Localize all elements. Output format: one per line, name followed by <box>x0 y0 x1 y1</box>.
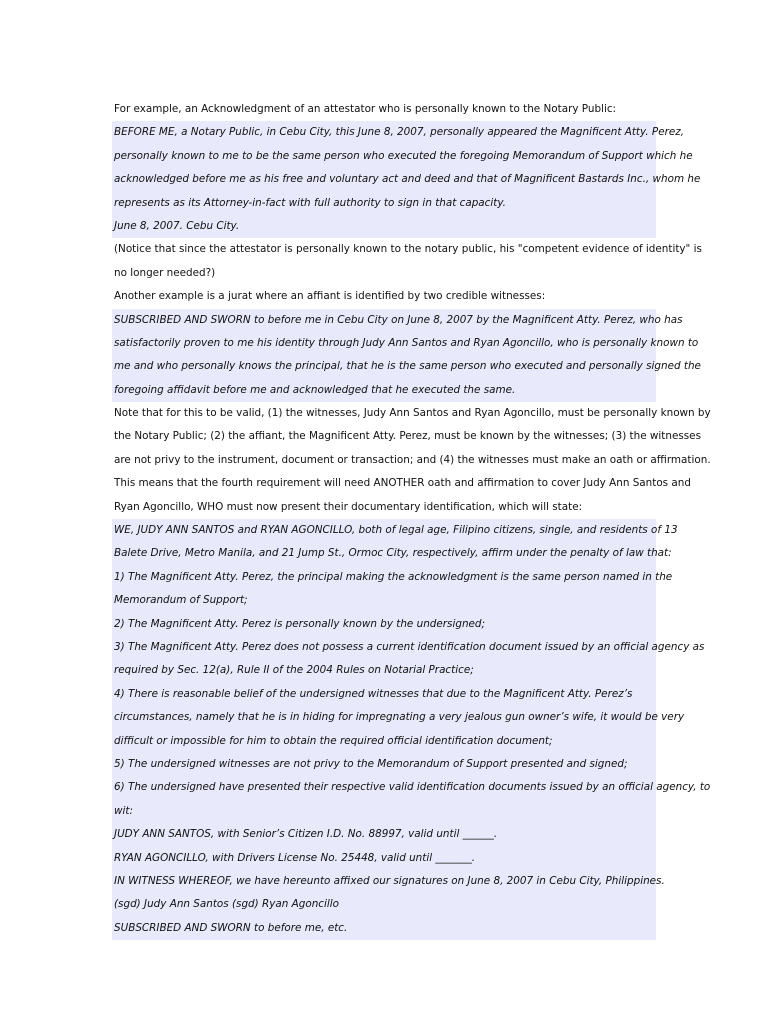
affirmation-item: 1) The Magnificent Atty. Perez, the principal making the acknowledgment is the same person named in the <box>112 566 656 589</box>
jurat-line: me and who personally knows the principal, that he is the same person who executed and personally signed the <box>112 355 656 378</box>
affirmation-item: 2) The Magnificent Atty. Perez is personally known by the undersigned; <box>112 613 656 636</box>
subscribed-line: SUBSCRIBED AND SWORN to before me, etc. <box>112 917 656 940</box>
jurat-line: satisfactorily proven to me his identity through Judy Ann Santos and Ryan Agoncillo, who is personally known to <box>112 332 656 355</box>
witness-id-line: RYAN AGONCILLO, with Drivers License No. 25448, valid until _______. <box>112 847 656 870</box>
affirmation-item: 4) There is reasonable belief of the undersigned witnesses that due to the Magnificent Atty. Perez’s <box>112 683 656 706</box>
affirmation-item: Memorandum of Support; <box>112 589 656 612</box>
note-line: are not privy to the instrument, document or transaction; and (4) the witnesses must make an oath or affirmation. <box>114 453 711 466</box>
intro-example-2: Another example is a jurat where an affiant is identified by two credible witnesses: <box>114 290 546 303</box>
affirmation-line: Balete Drive, Metro Manila, and 21 Jump St., Ormoc City, respectively, affirm under the penalty of law that: <box>112 542 656 565</box>
note-line: Note that for this to be valid, (1) the witnesses, Judy Ann Santos and Ryan Agoncillo, must be personally known by <box>114 407 711 420</box>
affirmation-item: difficult or impossible for him to obtain the required official identification document; <box>112 730 656 753</box>
signature-line: (sgd) Judy Ann Santos (sgd) Ryan Agoncillo <box>112 893 656 916</box>
affirmation-line: WE, JUDY ANN SANTOS and RYAN AGONCILLO, both of legal age, Filipino citizens, single, and residents of 13 <box>112 519 656 542</box>
notice-line: (Notice that since the attestator is personally known to the notary public, his "competent evidence of identity" is <box>114 243 702 256</box>
acknowledgment-line: personally known to me to be the same person who executed the foregoing Memorandum of Support which he <box>112 145 656 168</box>
jurat-line: SUBSCRIBED AND SWORN to before me in Cebu City on June 8, 2007 by the Magnificent Atty. Perez, who has <box>112 309 656 332</box>
affirmation-item: 5) The undersigned witnesses are not privy to the Memorandum of Support presented and signed; <box>112 753 656 776</box>
note-line: This means that the fourth requirement will need ANOTHER oath and affirmation to cover Judy Ann Santos and <box>114 477 691 490</box>
note-line: Ryan Agoncillo, WHO must now present their documentary identification, which will state: <box>114 500 583 513</box>
in-witness-line: IN WITNESS WHEREOF, we have hereunto affixed our signatures on June 8, 2007 in Cebu City, Philippines. <box>112 870 656 893</box>
witness-id-line: JUDY ANN SANTOS, with Senior’s Citizen I.D. No. 88997, valid until ______. <box>112 823 656 846</box>
acknowledgment-line: acknowledged before me as his free and voluntary act and deed and that of Magnificent Bastards Inc., whom he <box>112 168 656 191</box>
affirmation-item: 3) The Magnificent Atty. Perez does not possess a current identification document issued by an official agency as <box>112 636 656 659</box>
acknowledgment-line: represents as its Attorney-in-fact with full authority to sign in that capacity. <box>112 192 656 215</box>
intro-example-1: For example, an Acknowledgment of an attestator who is personally known to the Notary Public: <box>114 103 617 115</box>
acknowledgment-date: June 8, 2007. Cebu City. <box>112 215 656 238</box>
document-page <box>112 98 711 940</box>
notice-line: no longer needed?) <box>114 266 216 279</box>
affirmation-item: 6) The undersigned have presented their respective valid identification documents issued by an official agency, to <box>112 776 656 799</box>
jurat-line: foregoing affidavit before me and acknowledged that he executed the same. <box>112 379 656 402</box>
affirmation-item: wit: <box>112 800 656 823</box>
affirmation-item: circumstances, namely that he is in hiding for impregnating a very jealous gun owner’s wife, it would be very <box>112 706 656 729</box>
affirmation-item: required by Sec. 12(a), Rule II of the 2004 Rules on Notarial Practice; <box>112 659 656 682</box>
note-line: the Notary Public; (2) the affiant, the Magnificent Atty. Perez, must be known by the witnesses; (3) the witnesses <box>114 430 701 443</box>
acknowledgment-line: BEFORE ME, a Notary Public, in Cebu City, this June 8, 2007, personally appeared the Magnificent Atty. Perez, <box>112 121 656 144</box>
